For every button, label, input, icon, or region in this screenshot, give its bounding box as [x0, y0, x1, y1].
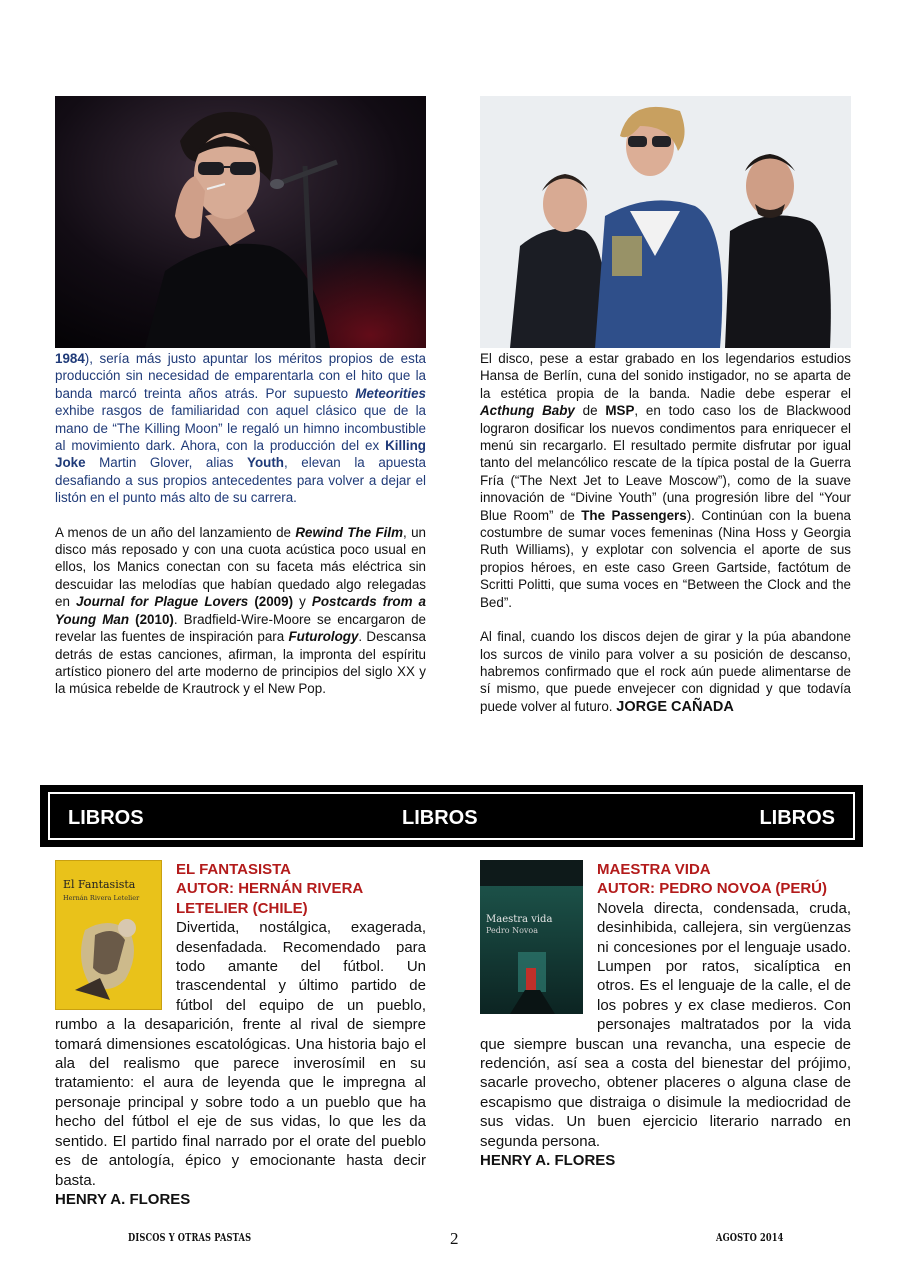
banner-label-center: LIBROS [402, 807, 478, 829]
left-article-column [55, 350, 426, 698]
right-paragraph-1: El disco, pese a estar grabado en los legendarios estudios Hansa de Berlín, cuna del sonido instigador, no se aparta de la estética propia de la banda. Nadie debe esperar el Acthung Baby de MSP, en todo caso los de Blackwood lograron dosificar los nuevos condimentos para enriquecer el menú sin recargarlo. El resultado permite disfrutar por igual tanto del melancólico rescate de la típica postal de la Guerra Fría (“The Next Jet to Leave Moscow”), como de la suave innovación de “Divine Youth” (una progresión libre del “Your Blue Room” de The Passengers). Continúan con la buena costumbre de sumar voces femeninas (Nina Hoss y Georgia Ruth Williams), y explotar con solvencia el aporte de sus propios héroes, en este caso Green Gartside, factótum de Scritti Politti, que suma voces en “Between the Clock and the Bed”. [480, 351, 851, 610]
book-cover-maestra-vida [480, 860, 583, 1014]
book-review-1 [55, 860, 426, 1209]
book-1-review: Divertida, nostálgica, exagerada, desenfadada. Recomendado para todo amante del fútbol. Un trascendental y último partido de fútbol del equipo de un pueblo, rumbo a la desaparición, frente al rival de siempre tomará dimensiones escatológicas. Una historia bajo el ala del realismo que parece inverosímil en su tratamiento: el aura de leyenda que le impregna al personaje principal y sobre todo a un pueblo que ha hecho del fútbol el eje de sus vidas, lo que les da sentido. El partido final narrado por el orate del pueblo es de antología, épico y emocionante hasta decir basta. [55, 919, 426, 1189]
book-2-signature: HENRY A. FLORES [480, 1152, 616, 1170]
right-article-column [480, 350, 851, 716]
book-1-author: AUTOR: HERNÁN RIVERA LETELIER (CHILE) [176, 880, 363, 917]
book-2-author: AUTOR: PEDRO NOVOA (PERÚ) [597, 880, 828, 898]
left-paragraph-2: A menos de un año del lanzamiento de Rewind The Film, un disco más reposado y con una cuota acústica poco usual en ellos, los Manics conectan con su faceta más eléctrica sin descuidar las melodías que habían quedado algo relegadas en Journal for Plague Lovers (2009) y Postcards from a Young Man (2010). Bradfield-Wire-Moore se encargaron de revelar las fuentes de inspiración para Futurology. Descansa detrás de estas canciones, afirman, la impronta del espíritu artístico pionero del arte moderno de principios del siglo XX y la música rebelde de Krautrock y el New Pop. [55, 524, 427, 697]
cover-author: Pedro Novoa [486, 926, 538, 935]
left-paragraph-1: 1984), sería más justo apuntar los méritos propios de esta producción sin necesidad de emparentarla con el hito que la banda marcó treinta años atrás. Por supuesto Meteorities exhibe rasgos de familiaridad con aquel clásico que de la mano de “The Killing Moon” le regaló un himno incombustible al movimiento dark. Ahora, con la producción del ex Killing Joke Martin Glover, alias Youth, elevan la apuesta desafiando a sus propios antecedentes para volver a dejar el listón en el punto más alto de su carrera. [55, 351, 426, 506]
banner-label-right: LIBROS [759, 807, 835, 829]
cover-title: Maestra vida [486, 914, 553, 925]
book-2-review: Novela directa, condensada, cruda, desinhibida, callejera, sin vergüenzas ni concesiones por el lenguaje usado. Lumpen por ratos, sicalíptica en otros. Es el lenguaje de la calle, el de los pobres y ex clase medieros. Con personajes maltratados por la vida que siempre buscan una revancha, una especie de redención, así sea a costa del bienestar del prójimo, sacarle provecho, obtener placeres o alguna clase de escapismo que distraiga o disimule la mediocridad de sus vidas. Un buen ejercicio literario narrado en segunda persona. [480, 899, 851, 1150]
footer-page-number: 2 [450, 1229, 459, 1248]
section-banner [40, 785, 863, 847]
footer-date: AGOSTO 2014 [716, 1230, 784, 1244]
cover-title: El Fantasista [63, 878, 136, 891]
cover-author: Hernán Rivera Letelier [63, 894, 140, 902]
band-photo [480, 96, 851, 348]
banner-label-left: LIBROS [68, 807, 144, 829]
book-review-2 [480, 860, 851, 1171]
book-2-title: MAESTRA VIDA [597, 861, 711, 878]
book-1-title: EL FANTASISTA [176, 861, 292, 878]
singer-photo [55, 96, 426, 348]
footer-magazine-name: DISCOS Y OTRAS PASTAS [128, 1230, 252, 1244]
book-cover-el-fantasista [55, 860, 162, 1010]
article-signature: JORGE CAÑADA [616, 698, 734, 715]
right-paragraph-2: Al final, cuando los discos dejen de girar y la púa abandone los surcos de vinilo para volver a su posición de descanso, habremos confirmado que el rock aún puede alimentarse de sí mismo, que puede envejecer con dignidad y que todavía puede volver al futuro. JORGE CAÑADA [480, 629, 851, 715]
book-1-signature: HENRY A. FLORES [55, 1190, 191, 1208]
